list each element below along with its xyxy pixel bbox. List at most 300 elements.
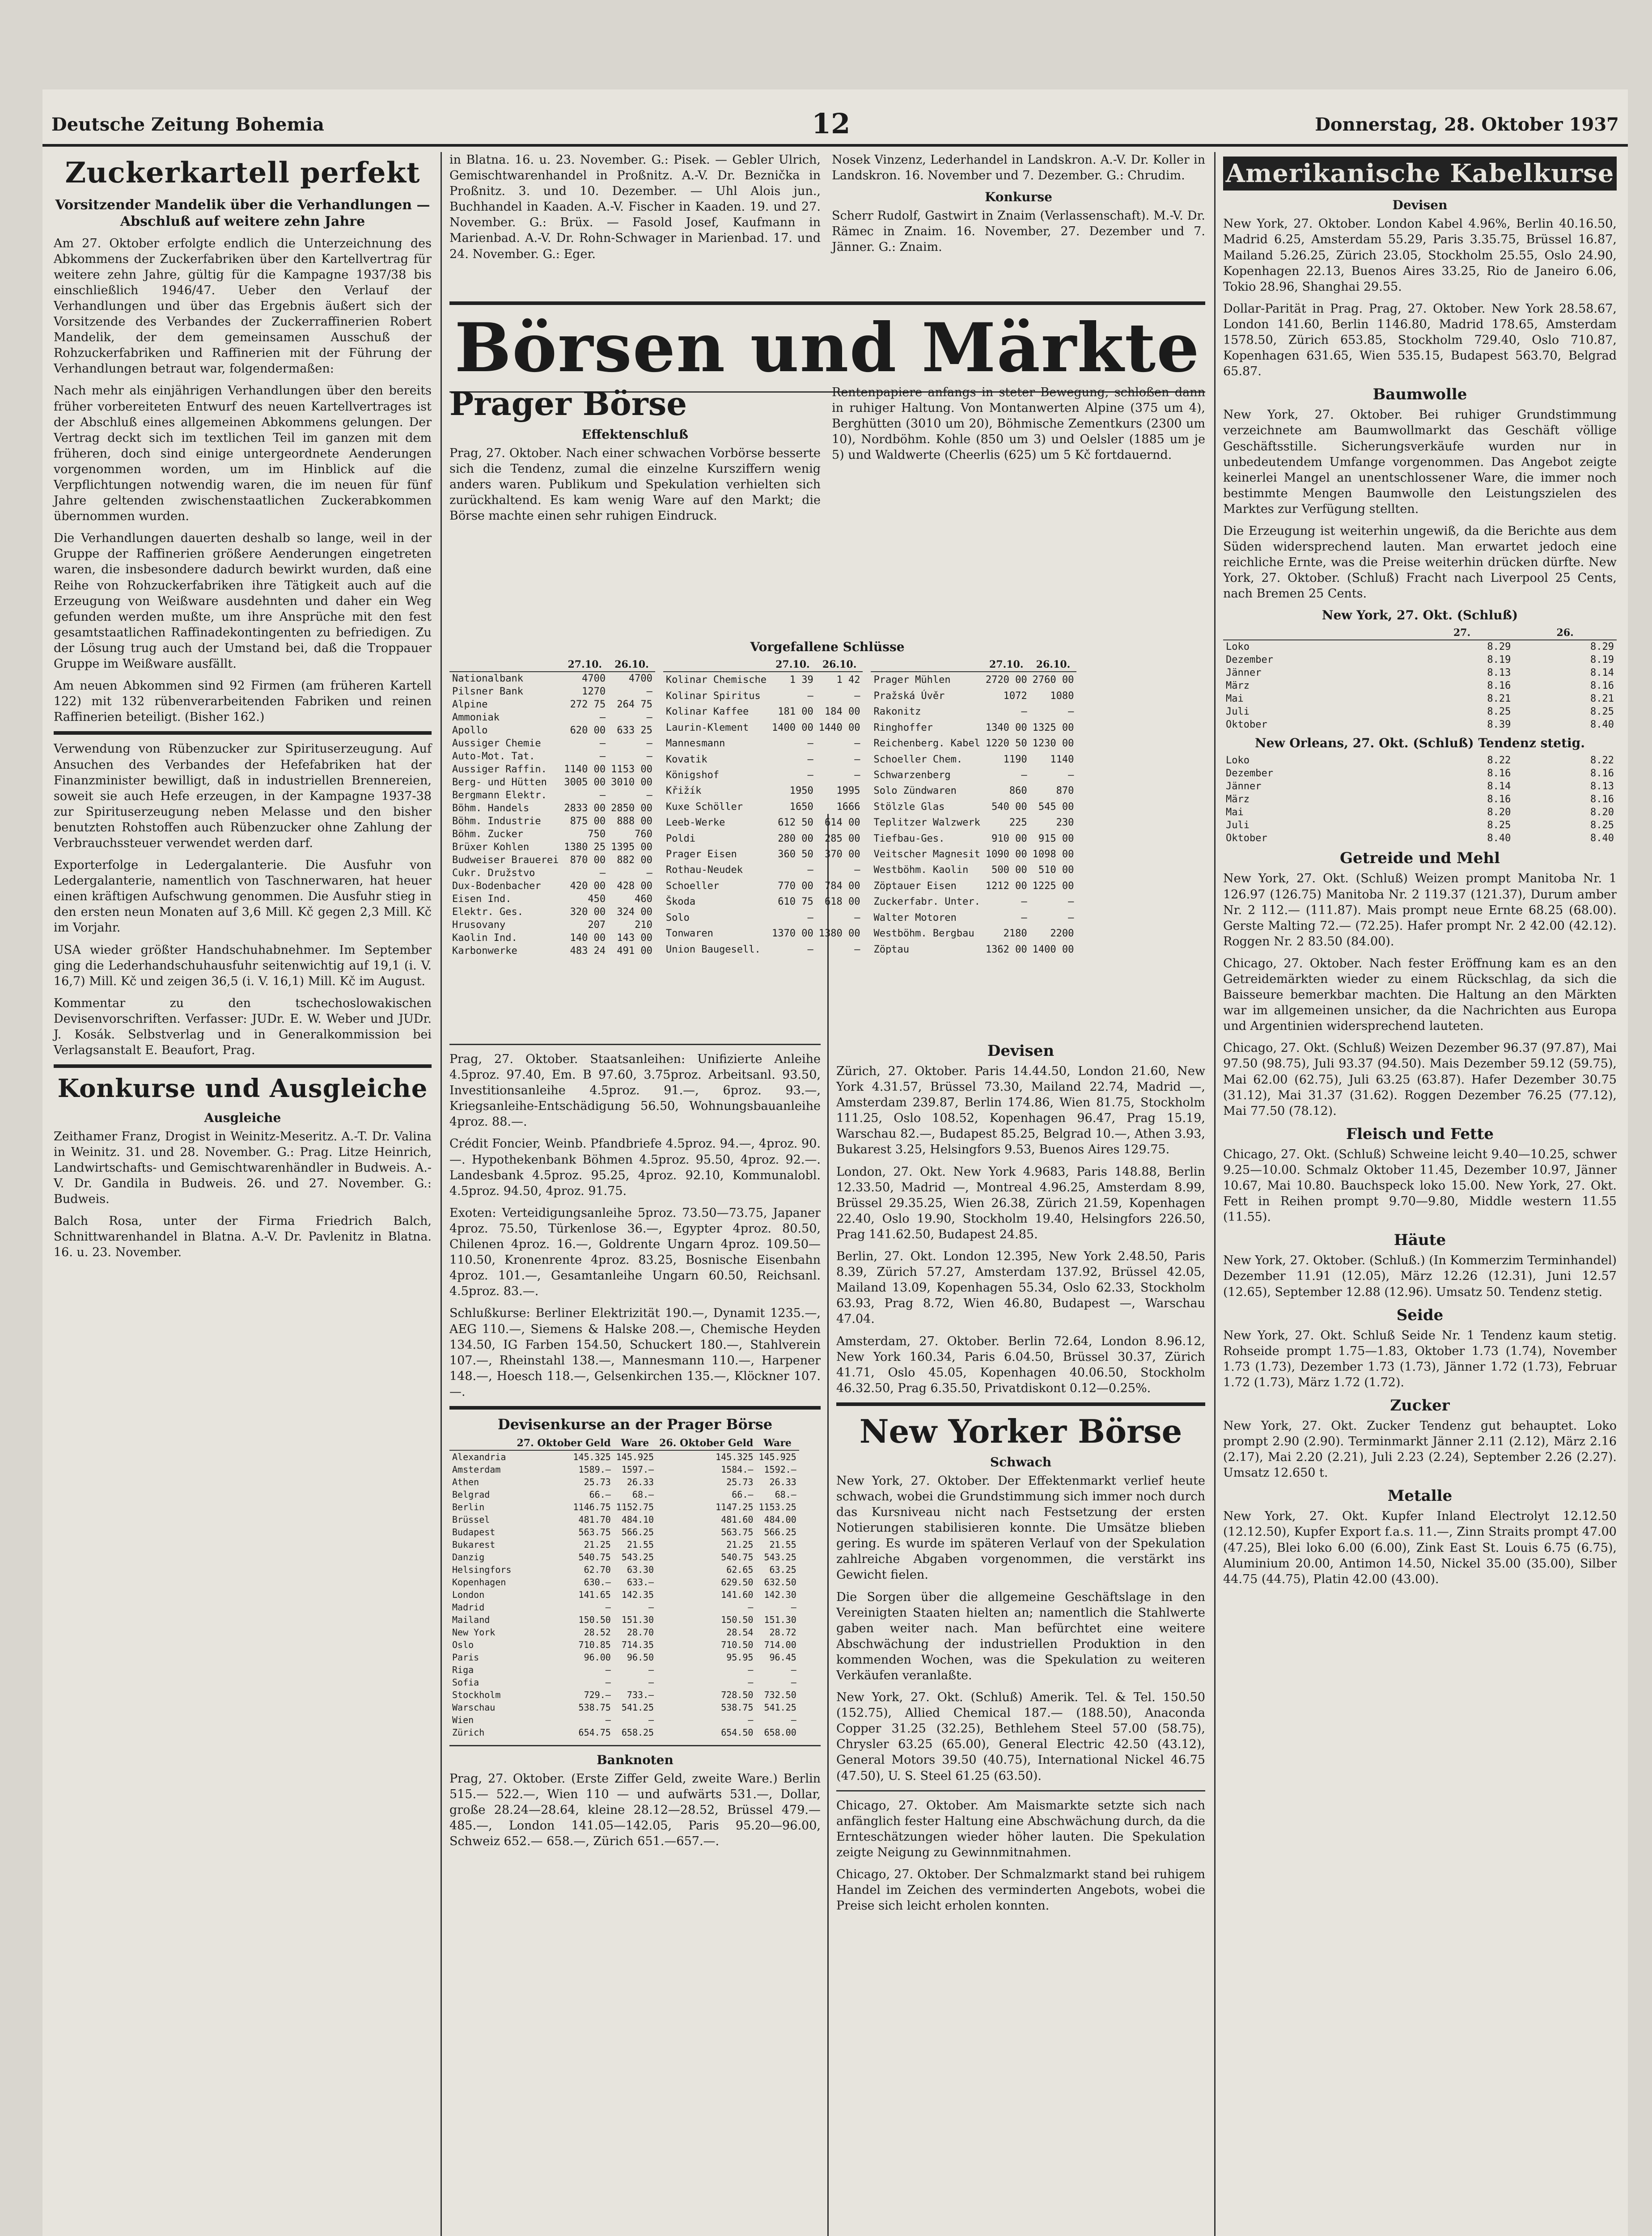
table-cell: 2833 00	[564, 803, 606, 814]
table-cell: 141.60	[721, 1589, 754, 1600]
markets-header	[449, 295, 1205, 399]
table-cell: 8.25	[1487, 820, 1511, 831]
table-row	[449, 1576, 799, 1588]
table-cell: 1230 00	[1032, 738, 1074, 750]
table-cell: 1 39	[789, 674, 813, 686]
article-paragraph: Am 27. Oktober erfolgte endlich die Unterzeichnung des Abkommens der Zuckerfabriken über den Kartellvertrag für weitere zehn Jahre, gültig für die Kampagne 1937/38 bis einschließlich 1946/47. Ueber den Verlauf der Verhandlungen und über das Ergebnis äußert sich der Vorsitzende des Verbandes der Zuckerraffinerien Robert Mandelik, der dem gemeinsamen Ausschuß der Rohzuckerfabriken und Raffinerien mit der Führung der Verhandlungen betraut war, folgendermaßen:	[54, 236, 432, 376]
table-row	[449, 841, 655, 854]
table-cell: 8.14	[1590, 667, 1614, 679]
table-cell: 25.73	[584, 1476, 611, 1487]
table-cell: Wien	[452, 1714, 474, 1725]
table-cell: 8.22	[1487, 755, 1511, 767]
devisen-table-title: Devisenkurse an der Prager Börse	[497, 1415, 773, 1433]
table-cell: —	[1021, 912, 1027, 923]
market-paragraph: Chicago, 27. Oktober. Am Maismarkte setzte sich nach anfänglich fester Haltung eine Abschwächung durch, da die Ernteschätzungen wieder höher lauten. Die Spekulation zeigte Neigung zu Gewinnmitnahmen.	[836, 1798, 1205, 1859]
table-row	[449, 685, 655, 698]
table-cell: 481.60	[721, 1514, 754, 1525]
table-cell: Pražská Úvěr	[873, 690, 945, 702]
table-cell: 28.70	[627, 1626, 654, 1638]
silk-title: Seide	[1396, 1306, 1444, 1324]
table-row	[663, 704, 863, 720]
table-cell: 654.50	[721, 1727, 754, 1738]
market-paragraph: New York, 27. Okt. Zucker Tendenz gut behauptet. Loko prompt 2.90 (2.90). Terminmarkt Jänner 2.11 (2.12), März 2.16 (2.17), Mai 2.20 (2.21), Juli 2.23 (2.24), September 2.26 (2.27). Umsatz 12.650 t.	[1223, 1419, 1617, 1480]
table-cell: —	[1068, 769, 1074, 781]
table-cell: Belgrad	[452, 1489, 490, 1500]
table-cell: 151.30	[621, 1614, 654, 1625]
column-header: 27.10.	[769, 658, 816, 672]
table-cell: —	[807, 912, 813, 923]
table-cell: Karbonwerke	[452, 945, 517, 957]
table-cell: 540.75	[578, 1551, 611, 1563]
table-cell: —	[748, 1664, 754, 1675]
table-row	[449, 1563, 799, 1576]
table-cell: —	[605, 1664, 611, 1675]
table-row	[449, 776, 655, 789]
column-header: 26.	[1513, 626, 1617, 640]
table-cell: Teplitzer Walzwerk	[873, 817, 980, 829]
ausgleiche-subtitle: Ausgleiche	[204, 1110, 281, 1125]
market-paragraph: Crédit Foncier, Weinb. Pfandbriefe 4.5proz. 94.—, 4proz. 90.—. Hypothekenbank Böhmen 4.5proz. 95.50, 4proz. 92.—. Landesbank 4.5proz. 95.25, 4proz. 92.10, Kommunalobl. 4.5proz. 94.50, 4proz. 91.75.	[449, 1137, 821, 1198]
table-cell: 145.325	[716, 1451, 754, 1462]
table-cell: —	[854, 738, 860, 750]
column-header	[449, 1436, 514, 1450]
header-rule	[42, 144, 1628, 147]
market-paragraph: Dollar-Parität in Prag. Prag, 27. Oktober. New York 28.58.67, London 141.60, Berlin 1146.80, Madrid 178.65, Amsterdam 1578.50, Zürich 653.85, Stockholm 729.40, Oslo 710.87, Kopenhagen 631.65, Wien 535.15, Budapest 563.70, Belgrad 65.87.	[1223, 301, 1617, 379]
table-cell: 225	[1009, 817, 1027, 829]
table-cell: Auto-Mot. Tat.	[452, 751, 535, 762]
table-cell: Dux-Bodenbacher	[452, 881, 541, 892]
article-paragraph: Nach mehr als einjährigen Verhandlungen über den bereits früher vorbereiteten Entwurf des neuen Kartellvertrages ist der Abschluß eines allgemeinen Abkommens gelungen. Der Vertrag deckt sich im textlichen Teil im ganzen mit dem früheren, doch sind einige untergeordnete Aenderungen vorgenommen worden, um im Hinblick auf die Verpflichtungen notwendig waren, die im neuen für fünf Jahre geltenden zwischenstaatlichen Zuckerabkommen übernommen wurden.	[54, 384, 432, 524]
table-cell: 620 00	[570, 725, 606, 736]
table-cell: 1190	[1003, 754, 1027, 765]
table-cell: Ammoniak	[452, 712, 500, 723]
section-rule	[449, 1406, 821, 1410]
table-cell: Solo	[665, 912, 690, 923]
market-paragraph: New York, 27. Oktober. Der Effektenmarkt verlief heute schwach, wobei die Grundstimmung sich immer noch durch das Kursniveau nicht nach Festsetzung der ersten Notierungen stabilisieren konnte. Die Umsätze blieben gering. Es wurde im späteren Verlauf von der Spekulation zahlreiche Abgaben vorgenommen, die verstärkt ins Gewicht fielen.	[836, 1474, 1205, 1582]
table-cell: 1146.75	[573, 1501, 611, 1512]
right-column	[1223, 152, 1617, 1593]
table-row	[449, 854, 655, 867]
table-row	[663, 815, 863, 830]
table-cell: Helsingfors	[452, 1564, 512, 1575]
market-paragraph: New York, 27. Oktober. (Schluß.) (In Kommerzim Terminhandel) Dezember 11.91 (12.05), März 12.26 (12.31), Juni 12.57 (12.65), September 12.88 (12.96). Umsatz 50. Tendenz stetig.	[1223, 1254, 1617, 1299]
table-cell: 1140	[1050, 754, 1074, 765]
table-row	[449, 944, 655, 957]
table-cell: Pilsner Bank	[452, 686, 523, 697]
table-row	[1223, 653, 1617, 666]
table-cell: 460	[635, 894, 652, 905]
table-cell: 484.00	[764, 1514, 796, 1525]
table-row	[449, 724, 655, 737]
table-cell: —	[807, 754, 813, 765]
table-row	[663, 910, 863, 926]
table-cell: 483 24	[570, 945, 606, 957]
table-cell: Sofia	[452, 1677, 479, 1688]
table-cell: 1589.—	[578, 1464, 611, 1475]
notices-column-a	[449, 152, 821, 268]
table-cell: 770 00	[778, 880, 813, 892]
table-cell: 8.25	[1487, 706, 1511, 718]
table-cell: Athen	[452, 1476, 479, 1487]
table-cell: —	[791, 1601, 796, 1613]
table-cell: 633 25	[617, 725, 652, 736]
table-row	[1223, 819, 1617, 832]
table-cell: 66.—	[589, 1489, 611, 1500]
table-cell: 8.22	[1590, 755, 1614, 767]
market-paragraph: New York, 27. Okt. (Schluß) Weizen prompt Manitoba Nr. 1 126.97 (126.75) Manitoba Nr. 2 119.37 (121.37), Durum amber Nr. 2 112.— (111.87). Mais prompt neue Ernte 68.25 (68.00). Gerste Malting 72.— (72.25). Hafer prompt Nr. 2 42.00 (42.12). Roggen Nr. 2 83.50 (84.00).	[1223, 872, 1617, 949]
market-paragraph: Chicago, 27. Oktober. Der Schmalzmarkt stand bei ruhigem Handel im Zeichen des verminderten Angebots, wobei die Preise sich leicht erholen konnten.	[836, 1868, 1205, 1913]
column-divider	[827, 814, 829, 2236]
table-cell: 1440 00	[818, 722, 860, 733]
table-row	[449, 1676, 799, 1689]
table-row	[449, 1613, 799, 1626]
article-subhead: Vorsitzender Mandelik über die Verhandlungen — Abschluß auf weitere zehn Jahre	[55, 197, 430, 230]
table-cell: 8.14	[1487, 781, 1511, 792]
table-cell: 2180	[1003, 928, 1027, 940]
table-cell: —	[599, 868, 606, 879]
table-cell: 2720 00	[985, 674, 1027, 686]
table-cell: 710.85	[578, 1639, 611, 1650]
table-cell: —	[648, 1714, 654, 1725]
table-cell: —	[648, 1677, 654, 1688]
table-cell: 566.25	[764, 1526, 796, 1537]
column-header: Ware	[756, 1436, 799, 1450]
table-cell: —	[605, 1677, 611, 1688]
table-row	[663, 847, 863, 862]
table-cell: Kopenhagen	[452, 1576, 506, 1588]
devisen-table	[449, 1436, 799, 1739]
table-cell: 545 00	[1038, 801, 1074, 813]
table-cell: 630.—	[584, 1576, 611, 1588]
table-cell: 618 00	[824, 896, 860, 908]
table-cell: Mailand	[452, 1614, 490, 1625]
table-cell: 96.45	[769, 1652, 796, 1663]
ny-exchange-title: New Yorker Börse	[859, 1412, 1182, 1450]
article-paragraph: Die Verhandlungen dauerten deshalb so lange, weil in der Gruppe der Raffinerien größere Aenderungen eingetreten waren, die insbesondere dadurch bewirkt wurden, daß eine Reihe von Rohzuckerfabriken ihre Tätigkeit auch auf die Erzeugung von Weißware ausdehnten und daher ein Weg gefunden werden mußte, um ihre Ansprüche mit den fest gesamtstaatlichen Raffinadekontingenten zu befriedigen. Zu der Lösung trug auch der Umstand bei, daß die Troppauer Gruppe im Weißware ausfällt.	[54, 531, 432, 671]
table-cell: Schoeller Chem.	[873, 754, 963, 765]
table-cell: 629.50	[721, 1576, 754, 1588]
table-cell: 28.54	[726, 1626, 754, 1638]
table-row	[1223, 793, 1617, 806]
table-cell: 1212 00	[985, 880, 1027, 892]
table-cell: —	[791, 1714, 796, 1725]
column-header	[449, 658, 561, 672]
table-row	[449, 750, 655, 763]
table-row	[449, 1526, 799, 1538]
table-cell: 1362 00	[985, 944, 1027, 955]
market-paragraph: New York, 27. Oktober. London Kabel 4.96%, Berlin 40.16.50, Madrid 6.25, Amsterdam 55.29, Paris 3.35.75, Brüssel 16.87, Mailand 5.26.25, Zürich 23.05, Stockholm 25.55, Oslo 24.90, Kopenhagen 22.13, Buenos Aires 33.25, Rio de Janeiro 6.06, Tokio 28.96, Shanghai 29.55.	[1223, 217, 1617, 294]
table-row	[449, 1664, 799, 1676]
table-cell: 26.33	[627, 1476, 654, 1487]
table-cell: 8.16	[1487, 680, 1511, 692]
devisen-column	[836, 1038, 1205, 1920]
table-cell: Stockholm	[452, 1689, 501, 1700]
us-cable-title: Amerikanische Kabelkurse	[1223, 157, 1617, 191]
market-paragraph: Schlußkurse: Berliner Elektrizität 190.—, Dynamit 1235.—, AEG 110.—, Siemens & Halske 208.—, Chemische Heyden 134.50, IG Farben 154.50, Schuckert 180.—, Stahlverein 107.—, Rheinstahl 138.—, Mannesmann 110.—, Harpener 148.—, Hoesch 118.—, Gelsenkirchen 135.—, Klöckner 107.—.	[449, 1306, 821, 1399]
table-cell: 614 00	[824, 817, 860, 829]
notice-item: in Blatna. 16. u. 23. November. G.: Pisek. — Gebler Ulrich, Gemischtwarenhandel in Proßnitz. A.-V. Dr. Beznička in Proßnitz. 3. und 10. Dezember. — Uhl Alois jun., Buchhandel in Kaaden. A.-V. Fischer in Kaaden. 19. und 27. November. G.: Brüx. — Fasold Josef, Kaufmann in Marienbad. A.-V. Dr. Rohn-Schwager in Marienbad. 17. und 24. November. G.: Eger.	[449, 153, 821, 261]
table-row	[871, 847, 1076, 862]
table-cell: 870	[1056, 785, 1074, 797]
table-row	[449, 1651, 799, 1664]
table-row	[449, 1588, 799, 1601]
table-cell: 1147.25	[716, 1501, 754, 1512]
table-cell: 8.16	[1590, 794, 1614, 805]
table-cell: 150.50	[721, 1614, 754, 1625]
table-row	[1223, 806, 1617, 819]
section-rule	[836, 1790, 1205, 1791]
table-cell: —	[599, 738, 606, 749]
table-row	[1223, 666, 1617, 679]
table-cell: Mai	[1226, 693, 1244, 705]
table-cell: —	[748, 1714, 754, 1725]
table-row	[449, 1701, 799, 1714]
table-cell: 66.—	[732, 1489, 754, 1500]
table-cell: 1340 00	[985, 722, 1027, 733]
table-cell: 760	[635, 829, 652, 840]
table-row	[871, 862, 1076, 878]
table-cell: 1 42	[836, 674, 860, 686]
table-cell: Bergmann Elektr.	[452, 790, 547, 801]
table-cell: 1584.—	[721, 1464, 754, 1475]
table-cell: Kuxe Schöller	[665, 801, 743, 813]
page-number: 12	[812, 107, 851, 140]
table-cell: 141.65	[578, 1589, 611, 1600]
table-cell: März	[1226, 680, 1250, 692]
table-cell: —	[854, 944, 860, 955]
table-cell: —	[854, 754, 860, 765]
table-cell: Böhm. Handels	[452, 803, 529, 814]
table-cell: 8.16	[1487, 768, 1511, 779]
table-cell: —	[1068, 912, 1074, 923]
table-row	[871, 672, 1076, 688]
table-cell: Kolinar Chemische	[665, 674, 767, 686]
table-cell: 68.—	[632, 1489, 654, 1500]
table-cell: Danzig	[452, 1551, 485, 1563]
table-cell: 8.25	[1590, 820, 1614, 831]
table-cell: 860	[1009, 785, 1027, 797]
table-row	[871, 910, 1076, 926]
notice-item: Zeithamer Franz, Drogist in Weinitz-Meseritz. A.-T. Dr. Valina in Weinitz. 31. und 28. November. G.: Prag. Litze Heinrich, Landwirtschafts- und Gemischtwarenhändler in Budweis. A.-V. Dr. Gandila in Budweis. 26. und 27. November. G.: Budweis.	[54, 1129, 432, 1206]
table-cell: Brüssel	[452, 1514, 490, 1525]
table-cell: Veitscher Magnesit	[873, 849, 980, 860]
table-cell: 710.50	[721, 1639, 754, 1650]
table-cell: 360 50	[778, 849, 813, 860]
table-cell: 1270	[582, 686, 606, 697]
column-header: 26.10.	[816, 658, 863, 672]
table-cell: 96.00	[584, 1652, 611, 1663]
market-paragraph: Chicago, 27. Okt. (Schluß) Weizen Dezember 96.37 (97.87), Mai 97.50 (98.75), Juli 93.37 (94.50). Mais Dezember 59.12 (59.75), Mai 62.00 (62.75), Juli 63.25 (63.87). Hafer Dezember 30.75 (31.12), Mai 31.37 (31.62). Roggen Dezember 76.25 (77.12), Mai 77.50 (78.12).	[1223, 1041, 1617, 1118]
table-cell: Zuckerfabr. Unter.	[873, 896, 980, 908]
table-cell: 543.25	[764, 1551, 796, 1563]
table-cell: 1995	[836, 785, 860, 797]
table-cell: Paris	[452, 1652, 479, 1663]
stock-table-columns	[449, 658, 1205, 957]
market-paragraph: Prag, 27. Oktober. Nach einer schwachen Vorbörse besserte sich die Tendenz, zumal die einzelne Kursziffern wenig anders waren. Publikum und Spekulation verhielten sich zurückhaltend. Es kam wenig Ware auf den Markt; die Börse machte einen sehr ruhigen Eindruck.	[449, 446, 821, 523]
table-cell: 370 00	[824, 849, 860, 860]
article-headline: Zuckerkartell perfekt	[65, 156, 420, 190]
table-row	[449, 698, 655, 711]
table-cell: Hrusovany	[452, 919, 506, 931]
table-cell: 563.75	[721, 1526, 754, 1537]
table-cell: 8.40	[1590, 833, 1614, 844]
table-row	[449, 802, 655, 815]
table-row	[663, 736, 863, 751]
column-divider	[1214, 152, 1216, 2236]
table-cell: Berlin	[452, 1501, 485, 1512]
table-cell: 633.—	[627, 1576, 654, 1588]
table-cell: 540 00	[991, 801, 1027, 813]
table-row	[871, 736, 1076, 751]
table-cell: —	[854, 690, 860, 702]
column-divider	[441, 152, 442, 2236]
table-row	[449, 1501, 799, 1513]
table-cell: 96.50	[627, 1652, 654, 1663]
table-cell: Tiefbau-Ges.	[873, 833, 945, 844]
column-header: 26. Oktober Geld	[657, 1436, 756, 1450]
table-row	[1223, 692, 1617, 705]
market-paragraph: New York, 27. Oktober. Bei ruhiger Grundstimmung verzeichnete am Baumwollmarkt das Geschäft völlige Geschäftsstille. Sicherungsverkäufe wurden nur in unbedeutendem Umfange vorgenommen. Das Angebot zeigte keinerlei Mangel an unentschlossener Ware, die immer noch bestimmte Mengen Baumwolle den Leistungszielen des Marktes zur Verfügung stellten.	[1223, 408, 1617, 516]
table-cell: 1080	[1050, 690, 1074, 702]
table-cell: —	[807, 690, 813, 702]
table-cell: Rakonitz	[873, 706, 921, 718]
table-row	[871, 688, 1076, 704]
table-row	[871, 894, 1076, 910]
table-row	[449, 867, 655, 880]
table-cell: Stölzle Glas	[873, 801, 945, 813]
table-cell: 1152.75	[616, 1501, 654, 1512]
table-row	[449, 1601, 799, 1613]
table-cell: —	[807, 738, 813, 750]
table-cell: 538.75	[721, 1702, 754, 1713]
table-cell: 21.25	[584, 1539, 611, 1550]
table-row	[1223, 718, 1617, 731]
table-row	[449, 763, 655, 776]
table-cell: 910 00	[991, 833, 1027, 844]
table-cell: Union Baugesell.	[665, 944, 761, 955]
table-cell: 1140 00	[564, 764, 606, 775]
table-cell: Aussiger Raffin.	[452, 764, 547, 775]
table-cell: —	[605, 1714, 611, 1725]
banknotes-title: Banknoten	[597, 1752, 674, 1767]
table-cell: 285 00	[824, 833, 860, 844]
table-row	[871, 767, 1076, 783]
cotton-title: Baumwolle	[1372, 385, 1467, 404]
table-row	[871, 926, 1076, 941]
hides-title: Häute	[1394, 1231, 1446, 1249]
prague-subtitle: Effektenschluß	[581, 427, 689, 442]
table-cell: 142.30	[764, 1589, 796, 1600]
table-cell: 1950	[789, 785, 813, 797]
table-cell: Westböhm. Kaolin	[873, 864, 969, 876]
table-cell: 8.19	[1590, 654, 1614, 666]
table-cell: —	[1021, 896, 1027, 908]
market-paragraph: Berlin, 27. Okt. London 12.395, New York 2.48.50, Paris 8.39, Zürich 57.27, Amsterdam 137.92, Brüssel 42.05, Mailand 13.09, Kopenhagen 55.34, Oslo 62.33, Stockholm 63.93, Prag 8.72, Wien 46.80, Budapest —, Warschau 47.04.	[836, 1249, 1205, 1326]
table-cell: Loko	[1226, 755, 1250, 767]
table-row	[663, 767, 863, 783]
table-cell: 8.19	[1487, 654, 1511, 666]
table-cell: 26.33	[769, 1476, 796, 1487]
table-cell: —	[646, 712, 652, 723]
table-cell: 68.—	[775, 1489, 796, 1500]
table-cell: 632.50	[764, 1576, 796, 1588]
market-paragraph: London, 27. Okt. New York 4.9683, Paris 148.88, Berlin 12.33.50, Madrid —, Montreal 4.96.25, Amsterdam 8.99, Brüssel 29.35.25, Wien 26.38, Zürich 21.59, Kopenhagen 22.40, Oslo 19.90, Stockholm 19.40, Helsingfors 226.50, Prag 141.62.50, Budapest 24.85.	[836, 1165, 1205, 1241]
table-row	[663, 799, 863, 815]
table-cell: 1395 00	[611, 842, 652, 853]
table-cell: 658.25	[621, 1727, 654, 1738]
table-cell: Böhm. Zucker	[452, 829, 523, 840]
market-paragraph: Zürich, 27. Oktober. Paris 14.44.50, London 21.60, New York 4.31.57, Brüssel 73.30, Mailand 22.74, Madrid —, Amsterdam 239.87, Berlin 174.86, Wien 81.75, Stockholm 111.25, Oslo 108.52, Kopenhagen 96.47, Prag 15.19, Warschau 82.—, Budapest 85.25, Belgrad 10.—, Athen 3.93, Bukarest 3.25, Helsingfors 9.53, Buenos Aires 129.75.	[836, 1064, 1205, 1157]
table-cell: 1153 00	[611, 764, 652, 775]
table-row	[1223, 679, 1617, 692]
column-header: 27.10.	[983, 658, 1030, 672]
table-cell: 2760 00	[1032, 674, 1074, 686]
table-cell: 541.25	[764, 1702, 796, 1713]
table-row	[449, 1726, 799, 1739]
table-cell: Apollo	[452, 725, 488, 736]
table-cell: 481.70	[578, 1514, 611, 1525]
table-row	[449, 932, 655, 944]
table-cell: Alpine	[452, 699, 488, 710]
table-cell: Poldi	[665, 833, 696, 844]
table-cell: 8.13	[1487, 667, 1511, 679]
table-cell: 540.75	[721, 1551, 754, 1563]
table-cell: 8.25	[1590, 706, 1614, 718]
table-cell: 1650	[789, 801, 813, 813]
table-row	[663, 783, 863, 799]
table-cell: Königshof	[665, 769, 720, 781]
left-column	[54, 152, 432, 1266]
table-row	[449, 1463, 799, 1476]
market-paragraph: New York, 27. Okt. Kupfer Inland Electrolyt 12.12.50 (12.12.50), Kupfer Export f.a.s. 11.—, Zinn Straits prompt 47.00 (47.25), Blei loko 6.00 (6.00), Zink East St. Louis 6.75 (6.75), Aluminium 20.00, Antimon 14.50, Nickel 35.00 (35.00), Silber 44.75 (44.75), Platin 42.00 (43.00).	[1223, 1509, 1617, 1586]
meat-title: Fleisch und Fette	[1346, 1125, 1494, 1143]
table-cell: New York	[452, 1626, 496, 1638]
stock-table	[663, 658, 863, 957]
table-cell: 428 00	[617, 881, 652, 892]
table-cell: 510 00	[1038, 864, 1074, 876]
table-cell: Dezember	[1226, 768, 1273, 779]
table-cell: 21.55	[627, 1539, 654, 1550]
table-cell: —	[646, 868, 652, 879]
table-cell: 264 75	[617, 699, 652, 710]
table-cell: Reichenberg. Kabel	[873, 738, 980, 750]
table-cell: 612 50	[778, 817, 813, 829]
table-cell: 8.20	[1590, 807, 1614, 818]
table-cell: 732.50	[764, 1689, 796, 1700]
table-cell: 210	[635, 919, 652, 931]
table-cell: —	[854, 864, 860, 876]
table-cell: Budapest	[452, 1526, 496, 1537]
table-row	[663, 751, 863, 767]
table-cell: 280 00	[778, 833, 813, 844]
table-cell: Solo Zündwaren	[873, 785, 957, 797]
stock-table-section	[449, 635, 1205, 957]
table-cell: 8.16	[1487, 794, 1511, 805]
table-cell: 8.29	[1590, 641, 1614, 653]
cotton-table-title: New York, 27. Okt. (Schluß)	[1322, 608, 1518, 623]
column-header: 26.10.	[608, 658, 655, 672]
table-cell: 450	[588, 894, 606, 905]
table-cell: Křižík	[665, 785, 702, 797]
table-cell: —	[854, 769, 860, 781]
market-paragraph: Die Erzeugung ist weiterhin ungewiß, da die Berichte aus dem Süden widersprechend lauten. Man erwartet jedoch eine reichliche Ernte, was die Preise weiterhin drücken dürfte. New York, 27. Oktober. (Schluß) Fracht nach Liverpool 25 Cents, nach Bremen 25 Cents.	[1223, 524, 1617, 601]
column-header	[663, 658, 769, 672]
news-item: USA wieder größter Handschuhabnehmer. Im September ging die Lederhandschuhausfuhr seitenwichtig auf 19,1 (i. V. 16,7) Mill. Kč und zeigen 36,5 (i. V. 16,1) Mill. Kč im August.	[54, 943, 432, 988]
table-cell: —	[807, 944, 813, 955]
table-row	[449, 815, 655, 828]
table-cell: —	[1021, 706, 1027, 718]
table-cell: 882 00	[617, 855, 652, 866]
